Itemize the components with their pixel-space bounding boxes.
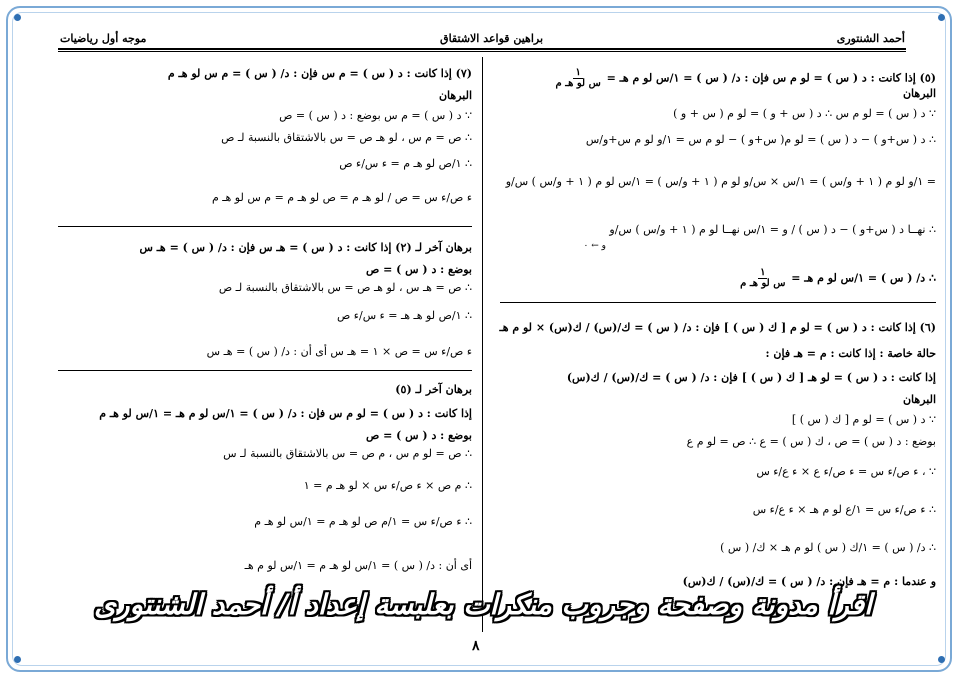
page-number: ٨ [472, 638, 480, 654]
section-separator [58, 370, 472, 371]
s5-result-fraction: $\frac{١}{\text{س لو هـ م}}$ [740, 267, 786, 289]
s6-line-5: ∴ د/ ( س ) = ١/ك ( س ) لو م هـ × ك/ ( س ) [720, 541, 936, 554]
s7-proof-label: البرهان [438, 89, 472, 102]
alt2-line-3: ∴ ١/ص لو هـ هـ = ء س/ء ص [337, 309, 472, 322]
alt5-line-1: إذا كانت : د ( س ) = لو م س فإن : د/ ( س ) = ١/س لو م هـ = ١/س لو هـ م [99, 407, 472, 420]
alt2-line-1: بوضع : د ( س ) = ص [365, 263, 472, 276]
s5-proof-label: البرهان [902, 87, 936, 100]
header-subject: موجه أول رياضيات [60, 31, 147, 45]
s6-line-6: و عندما : م = هـ فإن : د/ ( س ) = ك/(س) / ك(س) [682, 575, 936, 588]
s6-statement: (٦) إذا كانت : د ( س ) = لو م [ ك ( س ) ] فإن : د/ ( س ) = ك/(س) / ك(س) × لو م هـ [499, 321, 936, 334]
alt2-statement: برهان آخر لـ (٢) إذا كانت : د ( س ) = هـ س فإن : د/ ( س ) = هـ س [139, 241, 472, 254]
header-title: براهين قواعد الاشتقاق [440, 31, 544, 45]
page-header [60, 27, 905, 49]
s5-line-2: ∴ د ( س+و ) − د ( س ) = لو م( س+و ) − لو م س = ١/و لو م س+و/س [585, 133, 936, 146]
alt2-line-4: ء ص/ء س = ص × ١ = هـ س أى أن : د/ ( س ) = هـ س [206, 345, 472, 358]
alt5-line-2: بوضع : د ( س ) = ص [365, 429, 472, 442]
s7-statement: (٧) إذا كانت : د ( س ) = م س فإن : د/ ( س ) = م س لو هـ م [167, 67, 472, 80]
s5-result: ∴ د/ ( س ) = ١/س لو م هـ = $\frac{١}{\text{س لو هـ م}}$ [740, 267, 936, 289]
alt5-line-3: ∴ ص = لو م س ، م ص = س بالاشتقاق بالنسبة لـ س [223, 447, 472, 460]
s6-special-case: حالة خاصة : إذا كانت : م = هـ فإن : [765, 347, 936, 360]
section-separator [58, 226, 472, 227]
page-frame [6, 6, 952, 672]
s7-line-4: ء ص/ء س = ص / لو هـ م = ص لو هـ م = م س لو هـ م [211, 191, 472, 204]
promo-banner: اقرأ مدونة وصفحة وجروب منكرات بعلبسة إعداد أ/ أحمد الشنتورى [94, 588, 872, 621]
s6-special-line: إذا كانت : د ( س ) = لو هـ [ ك ( س ) ] فإن : د/ ( س ) = ك/(س) / ك(س) [566, 371, 936, 384]
s5-line-3: = ١/و لو م ( ١ + و/س ) = ١/س × س/و لو م ( ١ + و/س ) = ١/س لو م ( ١ + و/س ) س/و [505, 175, 936, 188]
frame-corner-dot [14, 656, 21, 663]
s6-line-3: ∵ ، ء ص/ء س = ء ص/ء ع × ء ع/ء س [756, 465, 936, 478]
header-rule-thin [58, 51, 906, 52]
alt5-line-6: أى أن : د/ ( س ) = ١/س لو هـ م = ١/س لو م هـ [244, 559, 472, 572]
s7-line-1: ∵ د ( س ) = م س بوضع : د ( س ) = ص [279, 109, 472, 122]
s5-limit-subscript: و ← ٠ [583, 241, 606, 251]
alt2-line-2: ∴ ص = هـ س ، لو هـ ص = س بالاشتقاق بالنسبة لـ ص [218, 281, 472, 294]
alt5-line-5: ∴ ء ص/ء س = ١/م ص لو هـ م = ١/س لو هـ م [254, 515, 472, 528]
alt5-statement: برهان آخر لـ (٥) [395, 383, 472, 396]
s5-line-1: ∵ د ( س ) = لو م س ∴ د ( س + و ) = لو م ( س + و ) [673, 107, 936, 120]
frame-corner-dot [938, 14, 945, 21]
column-divider [482, 57, 483, 632]
s5-fraction: $\frac{١}{\text{س لو هـ م}}$ [555, 67, 601, 89]
s6-line-1: ∵ د ( س ) = لو م [ ك ( س ) ] [791, 413, 936, 426]
section-separator [500, 302, 936, 303]
frame-corner-dot [14, 14, 21, 21]
s6-proof-label: البرهان [902, 393, 936, 406]
s7-line-2: ∴ ص = م س ، لو هـ ص = س بالاشتقاق بالنسبة لـ ص [221, 131, 472, 144]
s6-line-4: ∴ ء ص/ء س = ١/ع لو م هـ × ء ع/ء س [752, 503, 936, 516]
header-author: أحمد الشنتورى [836, 31, 905, 45]
s5-line-4: ∴ نهــا د ( س+و ) − د ( س ) / و = ١/س نهــا لو م ( ١ + و/س ) س/و [609, 223, 936, 236]
alt5-line-4: ∴ م ص × ء ص/ء س × لو هـ م = ١ [303, 479, 472, 492]
frame-corner-dot [938, 656, 945, 663]
header-rule [58, 48, 906, 50]
s5-statement: (٥) إذا كانت : د ( س ) = لو م س فإن : د/ ( س ) = ١/س لو م هـ = $\frac{١}{\text{س لو هـ م}}$ [555, 67, 936, 89]
s7-line-3: ∴ ١/ص لو هـ م = ء س/ء ص [339, 157, 472, 170]
s6-line-2: بوضع : د ( س ) = ص ، ك ( س ) = ع ∴ ص = لو م ع [686, 435, 936, 448]
